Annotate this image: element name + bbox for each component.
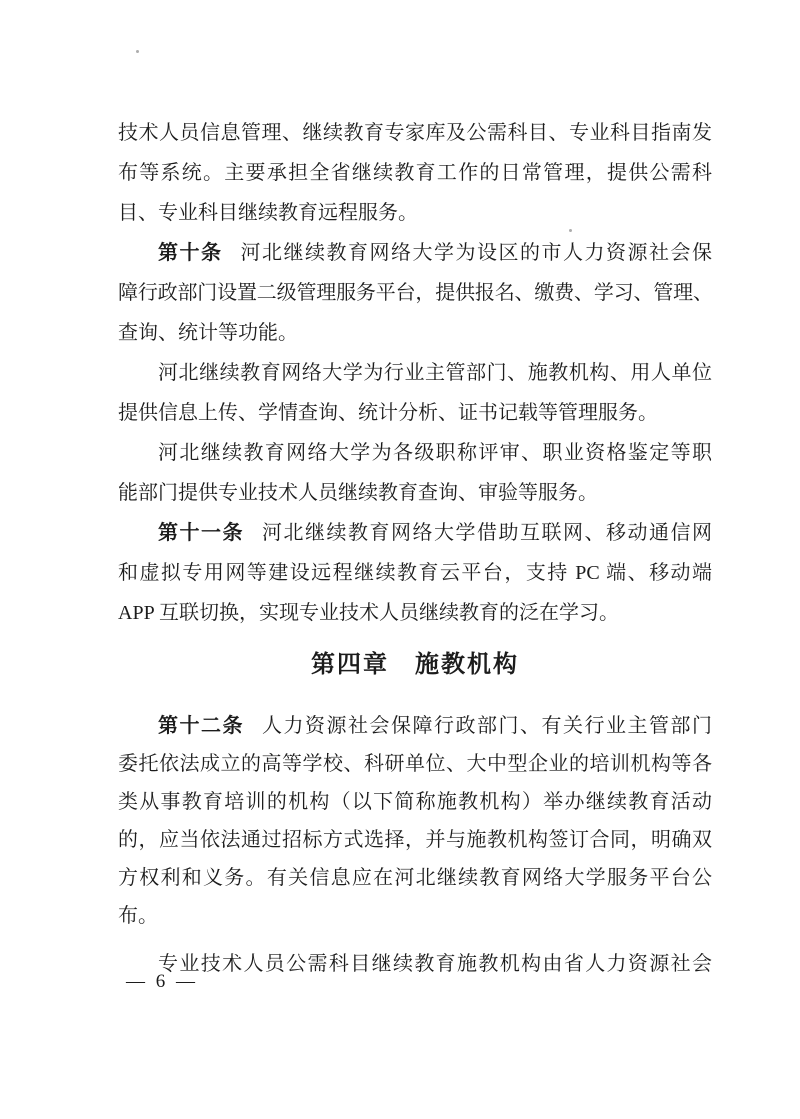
line-text: 委托依法成立的高等学校、科研单位、大中型企业的培训机构等各 [118, 753, 712, 775]
line-text: 布。 [118, 905, 158, 927]
text-line [118, 313, 712, 353]
line-text: 和虚拟专用网等建设远程继续教育云平台，支持 PC 端、移动端 [118, 562, 712, 584]
text-line [118, 821, 712, 859]
text-line [118, 513, 712, 553]
line-text: 类从事教育培训的机构（以下简称施教机构）举办继续教育活动 [118, 791, 712, 813]
text-line [118, 353, 712, 393]
line-text: 河北继续教育网络大学借助互联网、移动通信网 [262, 522, 712, 544]
text-line [118, 473, 712, 513]
text-line [118, 945, 712, 983]
text-line [118, 593, 712, 633]
article-number: 第十一条 [158, 522, 244, 544]
text-line [118, 553, 712, 593]
line-text: 布等系统。主要承担全省继续教育工作的日常管理，提供公需科 [118, 162, 712, 184]
text-line [118, 783, 712, 821]
line-text: APP 互联切换，实现专业技术人员继续教育的泛在学习。 [118, 602, 619, 624]
article-number: 第十二条 [158, 715, 244, 737]
text-line [118, 153, 712, 193]
line-text: 提供信息上传、学情查询、统计分析、证书记载等管理服务。 [118, 402, 658, 424]
text-line [118, 433, 712, 473]
line-text: 人力资源社会保障行政部门、有关行业主管部门 [262, 715, 712, 737]
page-number: — 6 — [126, 971, 198, 992]
text-line [118, 859, 712, 897]
text-line [118, 233, 712, 273]
line-text: 河北继续教育网络大学为设区的市人力资源社会保 [240, 242, 712, 264]
section-after-heading [118, 707, 712, 983]
line-text: 的，应当依法通过招标方式选择，并与施教机构签订合同，明确双 [118, 829, 712, 851]
text-line [118, 745, 712, 783]
text-line [118, 897, 712, 935]
chapter-heading: 第四章 施教机构 [311, 652, 519, 678]
article-number: 第十条 [158, 242, 223, 264]
document-body [118, 113, 712, 983]
scan-speck [136, 50, 139, 53]
text-line [118, 393, 712, 433]
line-text: 方权利和义务。有关信息应在河北继续教育网络大学服务平台公 [118, 867, 712, 889]
text-line [118, 113, 712, 153]
line-text: 目、专业科目继续教育远程服务。 [118, 202, 418, 224]
line-text: 河北继续教育网络大学为各级职称评审、职业资格鉴定等职 [158, 442, 712, 464]
text-line [118, 707, 712, 745]
line-text: 能部门提供专业技术人员继续教育查询、审验等服务。 [118, 482, 598, 504]
section-before-heading [118, 113, 712, 633]
line-text: 河北继续教育网络大学为行业主管部门、施教机构、用人单位 [158, 362, 712, 384]
line-text: 技术人员信息管理、继续教育专家库及公需科目、专业科目指南发 [118, 122, 712, 144]
scan-speck [569, 229, 572, 232]
text-line [118, 273, 712, 313]
line-text: 查询、统计等功能。 [118, 322, 298, 344]
line-text: 专业技术人员公需科目继续教育施教机构由省人力资源社会 [158, 953, 712, 975]
line-text: 障行政部门设置二级管理服务平台，提供报名、缴费、学习、管理、 [118, 282, 712, 304]
text-line [118, 193, 712, 233]
